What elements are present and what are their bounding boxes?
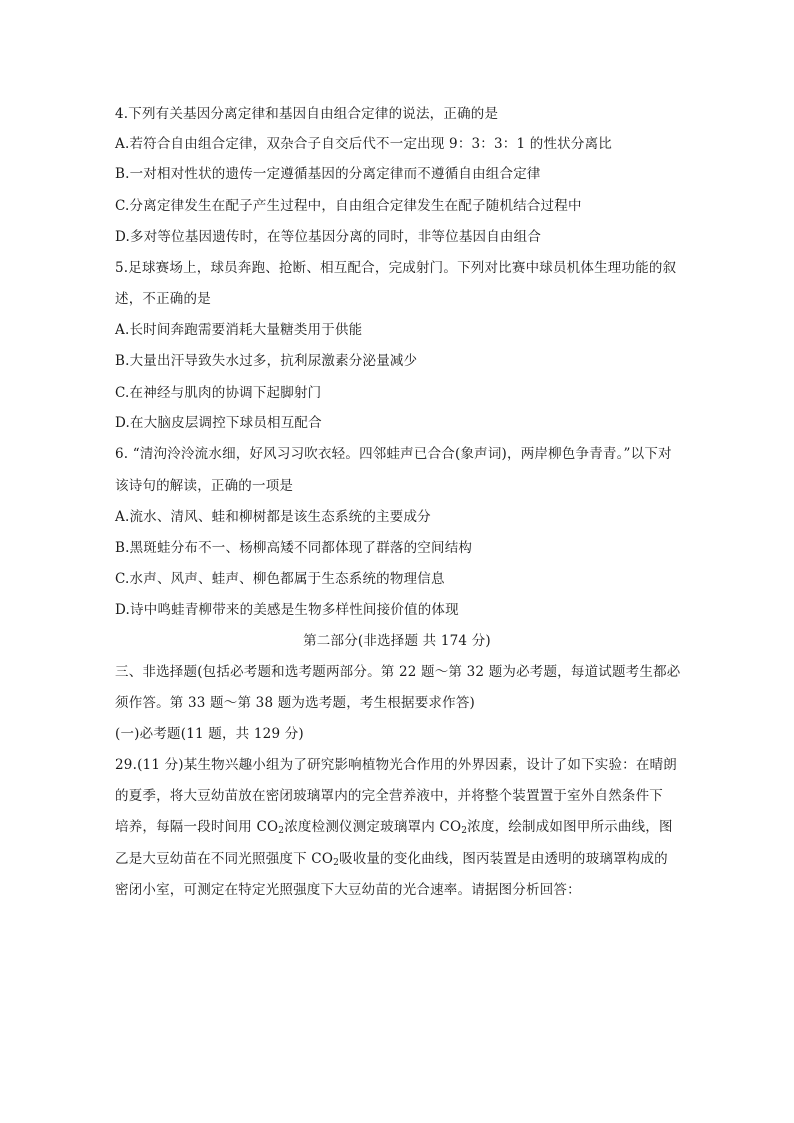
question-6-option-a: A.流水、清风、蛙和柳树都是该生态系统的主要成分 [115,509,431,525]
question-6-stem-line-1: 6. “清泃泠泠流水细，好风习习吹衣轻。四邻蛙声已合合(象声词)，两岸柳色争青青。”以下对 [115,446,672,462]
question-5-stem-line-2: 述，不正确的是 [115,291,211,307]
question-5-option-c: C.在神经与肌肉的协调下起脚射门 [115,385,322,401]
question-4-option-a: A.若符合自由组合定律，双杂合子自交后代不一定出现 9：3：3：1 的性状分离比 [115,136,612,152]
question-6-option-b: B.黑斑蛙分布不一、杨柳高矮不同都体现了群落的空间结构 [115,540,473,556]
question-6-option-c: C.水声、风声、蛙声、柳色都属于生态系统的物理信息 [115,571,445,587]
question-29-line-1: 29.(11 分)某生物兴趣小组为了研究影响植物光合作用的外界因素，设计了如下实验：在晴朗 [115,757,677,773]
question-5-stem-line-1: 5.足球赛场上，球员奔跑、抢断、相互配合，完成射门。下列对比赛中球员机体生理功能的叙 [115,260,677,276]
question-4-option-c: C.分离定律发生在配子产生过程中，自由组合定律发生在配子随机结合过程中 [115,198,582,214]
part-2-intro-line-1: 三、非选择题(包括必考题和选考题两部分。第 22 题～第 32 题为必考题，每道试题考生都必 [115,664,681,680]
question-5-option-d: D.在大脑皮层调控下球员相互配合 [115,415,322,431]
question-29-line-2: 的夏季，将大豆幼苗放在密闭玻璃罩内的完全营养液中，并将整个装置置于室外自然条件下 [115,788,663,804]
question-29-line-3: 培养，每隔一段时间用 $CO_2$浓度检测仪测定玻璃罩内 $CO_2$浓度，绘制成如图甲所示曲线，图 [115,819,673,836]
question-29-line-4: 乙是大豆幼苗在不同光照强度下 $CO_2$吸收量的变化曲线，图丙装置是由透明的玻璃罩构成的 [115,851,668,868]
part-2-intro-line-2: 须作答。第 33 题～第 38 题为选考题，考生根据要求作答) [115,695,475,711]
question-6-stem-line-2: 该诗句的解读，正确的一项是 [115,478,294,494]
part-2-title: 第二部分(非选择题 共 174 分) [303,633,491,649]
question-4-option-d: D.多对等位基因遗传时，在等位基因分离的同时，非等位基因自由组合 [115,229,542,245]
question-4-option-b: B.一对相对性状的遗传一定遵循基因的分离定律而不遵循自由组合定律 [115,166,541,182]
question-5-option-a: A.长时间奔跑需要消耗大量糖类用于供能 [115,322,363,338]
question-4-stem: 4.下列有关基因分离定律和基因自由组合定律的说法，正确的是 [115,106,499,122]
question-29-line-5: 密闭小室，可测定在特定光照强度下大豆幼苗的光合速率。请据图分析回答： [115,882,581,898]
question-5-option-b: B.大量出汗导致失水过多，抗利尿激素分泌量减少 [115,353,418,369]
section-heading: (一)必考题(11 题，共 129 分) [115,726,304,742]
question-6-option-d: D.诗中鸣蛙青柳带来的美感是生物多样性间接价值的体现 [115,602,459,618]
